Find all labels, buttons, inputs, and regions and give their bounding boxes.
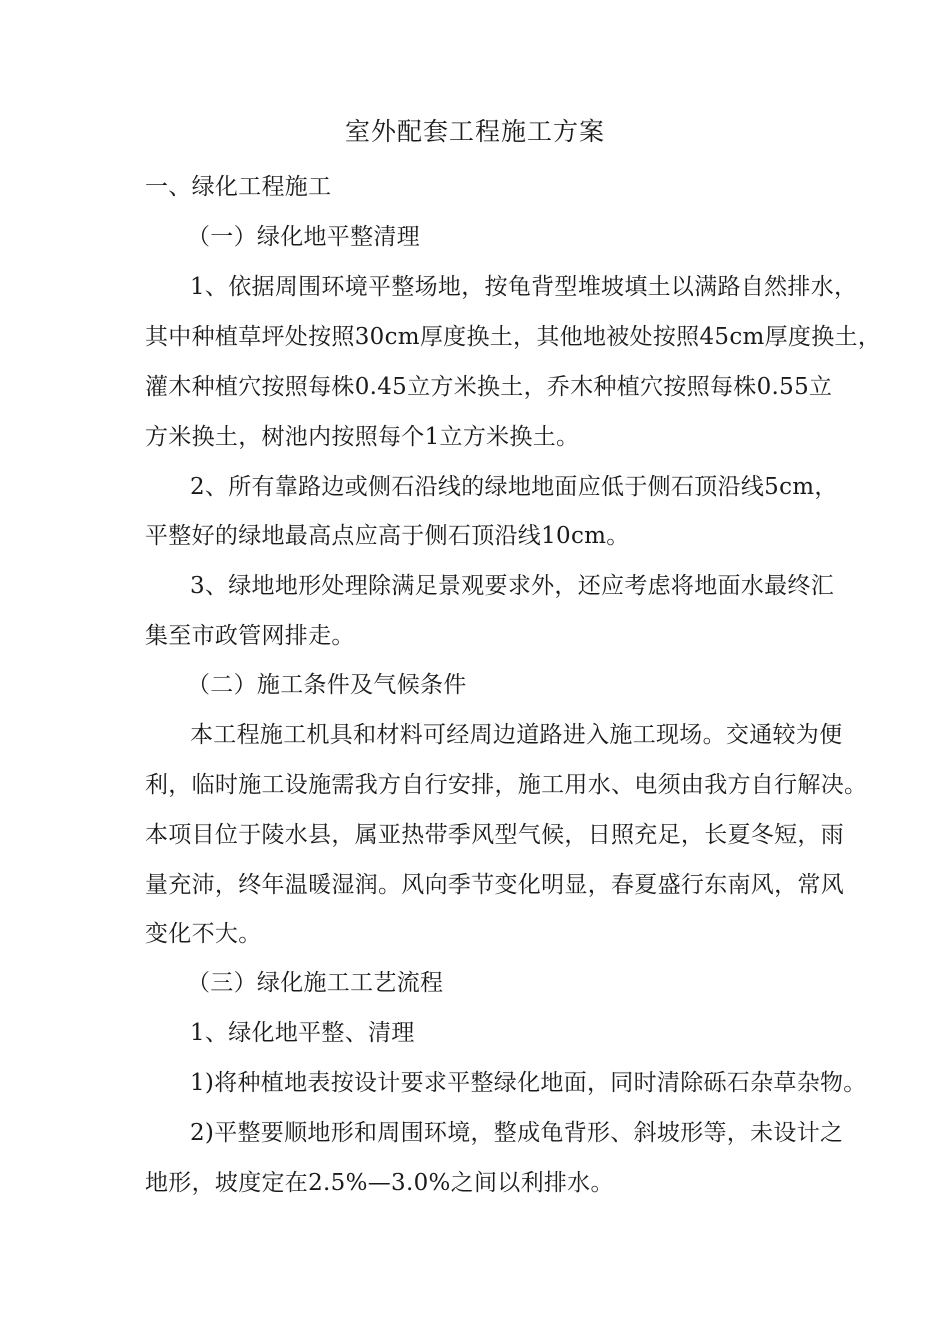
section-heading: 一、绿化工程施工: [145, 174, 332, 200]
paragraph-line: 平整好的绿地最高点应高于侧石顶沿线10cm。: [145, 523, 630, 549]
paragraph-line: 1、依据周围环境平整场地，按龟背型堆坡填土以满路自然排水，: [190, 274, 858, 300]
paragraph-line: 1)将种植地表按设计要求平整绿化地面，同时清除砾石杂草杂物。: [190, 1070, 867, 1096]
paragraph-line: 2、所有靠路边或侧石沿线的绿地地面应低于侧石顶沿线5cm，: [190, 474, 838, 500]
subsection-heading: （一）绿化地平整清理: [187, 224, 420, 250]
paragraph-line: 地形，坡度定在2.5%—3.0%之间以利排水。: [145, 1170, 614, 1196]
paragraph-line: 利，临时施工设施需我方自行安排，施工用水、电须由我方自行解决。: [145, 772, 868, 798]
paragraph-line: 灌木种植穴按照每株0.45立方米换土，乔木种植穴按照每株0.55立: [145, 374, 833, 400]
paragraph-line: 本工程施工机具和材料可经周边道路进入施工现场。交通较为便: [190, 722, 843, 748]
paragraph-line: 其中种植草坪处按照30cm厚度换土，其他地被处按照45cm厚度换土，: [145, 324, 882, 350]
paragraph-line: 1、绿化地平整、清理: [190, 1020, 415, 1046]
paragraph-line: 本项目位于陵水县，属亚热带季风型气候，日照充足，长夏冬短，雨: [145, 822, 844, 848]
paragraph-line: 3、绿地地形处理除满足景观要求外，还应考虑将地面水最终汇: [190, 573, 835, 599]
subsection-heading: （三）绿化施工工艺流程: [187, 970, 444, 996]
paragraph-line: 方米换土，树池内按照每个1立方米换土。: [145, 424, 580, 450]
subsection-heading: （二）施工条件及气候条件: [187, 672, 467, 698]
paragraph-line: 量充沛，终年温暖湿润。风向季节变化明显，春夏盛行东南风，常风: [145, 872, 844, 898]
document-title: 室外配套工程施工方案: [344, 117, 605, 146]
paragraph-line: 集至市政管网排走。: [145, 623, 355, 649]
paragraph-line: 2)平整要顺地形和周围环境，整成龟背形、斜坡形等，未设计之: [190, 1120, 844, 1146]
paragraph-line: 变化不大。: [145, 921, 262, 947]
